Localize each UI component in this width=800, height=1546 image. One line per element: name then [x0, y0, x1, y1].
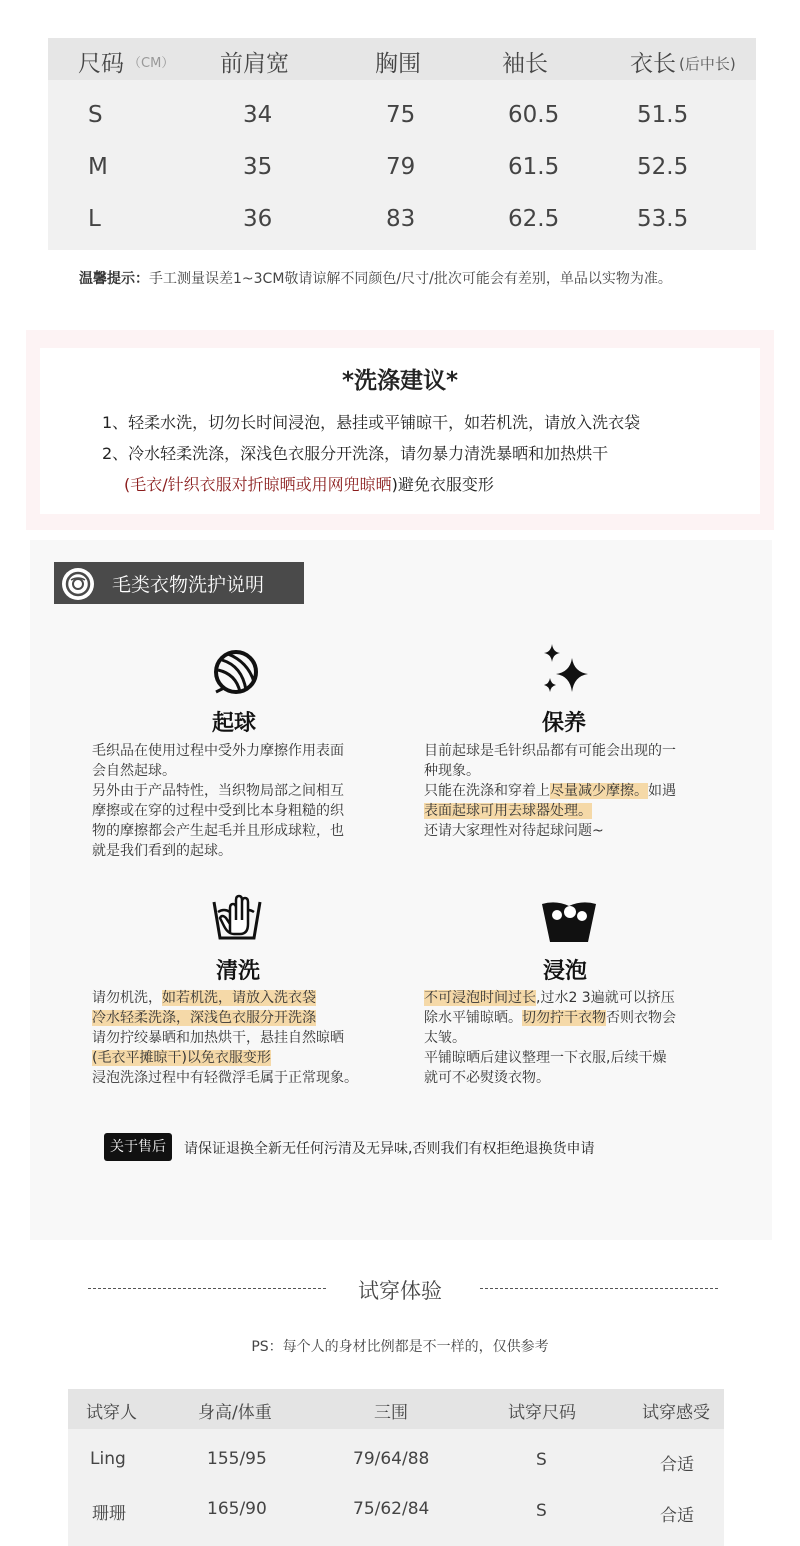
maintenance-text: [424, 741, 724, 841]
length-header: 衣长: [630, 51, 676, 77]
measurements-header: 三围: [374, 1403, 408, 1423]
shoulder-cell: 36: [243, 206, 273, 232]
text-span: 如遇: [648, 783, 676, 799]
after-sale-text: 请保证退换全新无任何污清及无异味,否则我们有权拒绝退换货申请: [184, 1141, 595, 1157]
soaking-line: 平铺晾晒后建议整理一下衣服,后续干燥: [424, 1050, 667, 1066]
size-header: 试穿尺码: [508, 1403, 576, 1423]
washing-line: [92, 1008, 392, 1028]
divider-right: [480, 1288, 718, 1289]
care-header-title: 毛类衣物洗护说明: [112, 574, 265, 596]
tip-text: 手工测量误差1~3CM敬请谅解不同颜色/尺寸/批次可能会有差别，单品以实物为准。: [149, 271, 672, 287]
highlight-span: 切勿拧干衣物: [522, 1010, 606, 1026]
soaking-title: 浸泡: [543, 959, 588, 984]
size-cell: S: [536, 1501, 547, 1521]
pilling-line: 会自然起球。: [92, 763, 176, 779]
feel-cell: 合适: [660, 1455, 694, 1475]
sleeve-cell: 61.5: [508, 154, 560, 180]
maintenance-line: 还请大家理性对待起球问题~: [424, 823, 604, 839]
soak-basin-icon: [540, 898, 598, 948]
highlight-span: 不可浸泡时间过长: [424, 990, 536, 1006]
wash-line-2: 2、冷水轻柔洗涤，深浅色衣服分开洗涤，请勿暴力清洗暴晒和加热烘干: [102, 444, 609, 463]
wool-badge-icon: [62, 568, 94, 600]
person-cell: Ling: [90, 1449, 126, 1469]
feel-cell: 合适: [660, 1506, 694, 1526]
size-cell: S: [536, 1450, 547, 1470]
measurements-cell: 75/62/84: [353, 1499, 430, 1519]
shoulder-cell: 35: [243, 154, 273, 180]
fitting-title: 试穿体验: [358, 1279, 442, 1303]
person-header: 试穿人: [86, 1403, 137, 1423]
highlight-span: (毛衣平摊晾干)以免衣服变形: [92, 1050, 271, 1066]
maintenance-line: 种现象。: [424, 763, 480, 779]
washing-line: 浸泡洗涤过程中有轻微浮毛属于正常现象。: [92, 1070, 358, 1086]
wash-line-3-red: (毛衣/针织衣服对折晾晒或用网兜晾晒: [124, 475, 392, 494]
chest-cell: 79: [386, 154, 416, 180]
highlight-span: 如若机洗，请放入洗衣袋: [162, 990, 316, 1006]
sleeve-cell: 62.5: [508, 206, 560, 232]
soaking-line: 太皱。: [424, 1030, 466, 1046]
soaking-line: [424, 1008, 724, 1028]
pilling-line: 摩擦或在穿的过程中受到比本身粗糙的织: [92, 803, 344, 819]
highlight-span: 表面起球可用去球器处理。: [424, 803, 592, 819]
soaking-text: [424, 988, 724, 1088]
shoulder-cell: 34: [243, 102, 273, 128]
hand-wash-icon: [212, 894, 262, 946]
sleeve-cell: 60.5: [508, 102, 560, 128]
height-weight-cell: 155/95: [207, 1449, 267, 1469]
chest-header: 胸围: [375, 51, 421, 77]
length-cell: 52.5: [637, 154, 689, 180]
fitting-note: PS：每个人的身材比例都是不一样的，仅供参考: [251, 1339, 549, 1355]
washing-text: [92, 988, 392, 1088]
washing-title: 清洗: [216, 959, 261, 984]
size-cell: M: [88, 154, 108, 180]
tip-label: 温馨提示：: [79, 271, 149, 287]
length-note: (后中长): [679, 55, 736, 73]
soaking-line: 就可不必熨烫衣物。: [424, 1070, 550, 1086]
feel-header: 试穿感受: [642, 1403, 710, 1423]
measurement-tip: [79, 268, 672, 288]
after-sale-badge: 关于售后: [104, 1133, 172, 1161]
washing-line: [92, 1048, 392, 1068]
sleeve-header: 袖长: [502, 51, 548, 77]
size-header: 尺码: [78, 51, 124, 77]
highlight-span: 尽量减少摩擦。: [550, 783, 648, 799]
pilling-line: 物的摩擦都会产生起毛并且形成球粒，也: [92, 823, 344, 839]
size-cell: L: [88, 206, 101, 232]
sparkle-icon: [540, 642, 592, 702]
wash-title: *洗涤建议*: [341, 368, 459, 394]
text-span: 除水平铺晾晒。: [424, 1010, 522, 1026]
wash-line-3-rest: )避免衣服变形: [391, 475, 494, 494]
pilling-title: 起球: [212, 711, 257, 736]
soaking-line: [424, 988, 724, 1008]
length-cell: 51.5: [637, 102, 689, 128]
measurements-cell: 79/64/88: [353, 1449, 430, 1469]
size-unit: （CM）: [128, 56, 175, 71]
shoulder-header: 前肩宽: [220, 51, 289, 77]
maintenance-line: [424, 801, 724, 821]
highlight-span: 冷水轻柔洗涤，深浅色衣服分开洗涤: [92, 1010, 316, 1026]
chest-cell: 75: [386, 102, 416, 128]
washing-line: 请勿拧绞暴晒和加热烘干，悬挂自然晾晒: [92, 1030, 344, 1046]
length-cell: 53.5: [637, 206, 689, 232]
person-cell: 珊珊: [92, 1504, 126, 1524]
yarn-ball-icon: [212, 648, 260, 700]
text-span: 只能在洗涤和穿着上: [424, 783, 550, 799]
pilling-line: 毛织品在使用过程中受外力摩擦作用表面: [92, 743, 344, 759]
text-span: ,过水2 3遍就可以挤压: [536, 990, 675, 1006]
pilling-text: [92, 741, 392, 861]
pilling-line: 另外由于产品特性，当织物局部之间相互: [92, 783, 344, 799]
height-weight-cell: 165/90: [207, 1499, 267, 1519]
washing-line: [92, 988, 392, 1008]
pilling-line: 就是我们看到的起球。: [92, 843, 232, 859]
size-cell: S: [88, 102, 103, 128]
wash-line-3: [124, 472, 494, 495]
text-span: 否则衣物会: [606, 1010, 676, 1026]
maintenance-line: 目前起球是毛针织品都有可能会出现的一: [424, 743, 676, 759]
height-weight-header: 身高/体重: [198, 1403, 272, 1423]
wash-line-1: 1、轻柔水洗，切勿长时间浸泡，悬挂或平铺晾干，如若机洗，请放入洗衣袋: [102, 413, 641, 432]
maintenance-title: 保养: [542, 711, 587, 736]
maintenance-line: [424, 781, 724, 801]
chest-cell: 83: [386, 206, 416, 232]
text-span: 请勿机洗，: [92, 990, 162, 1006]
